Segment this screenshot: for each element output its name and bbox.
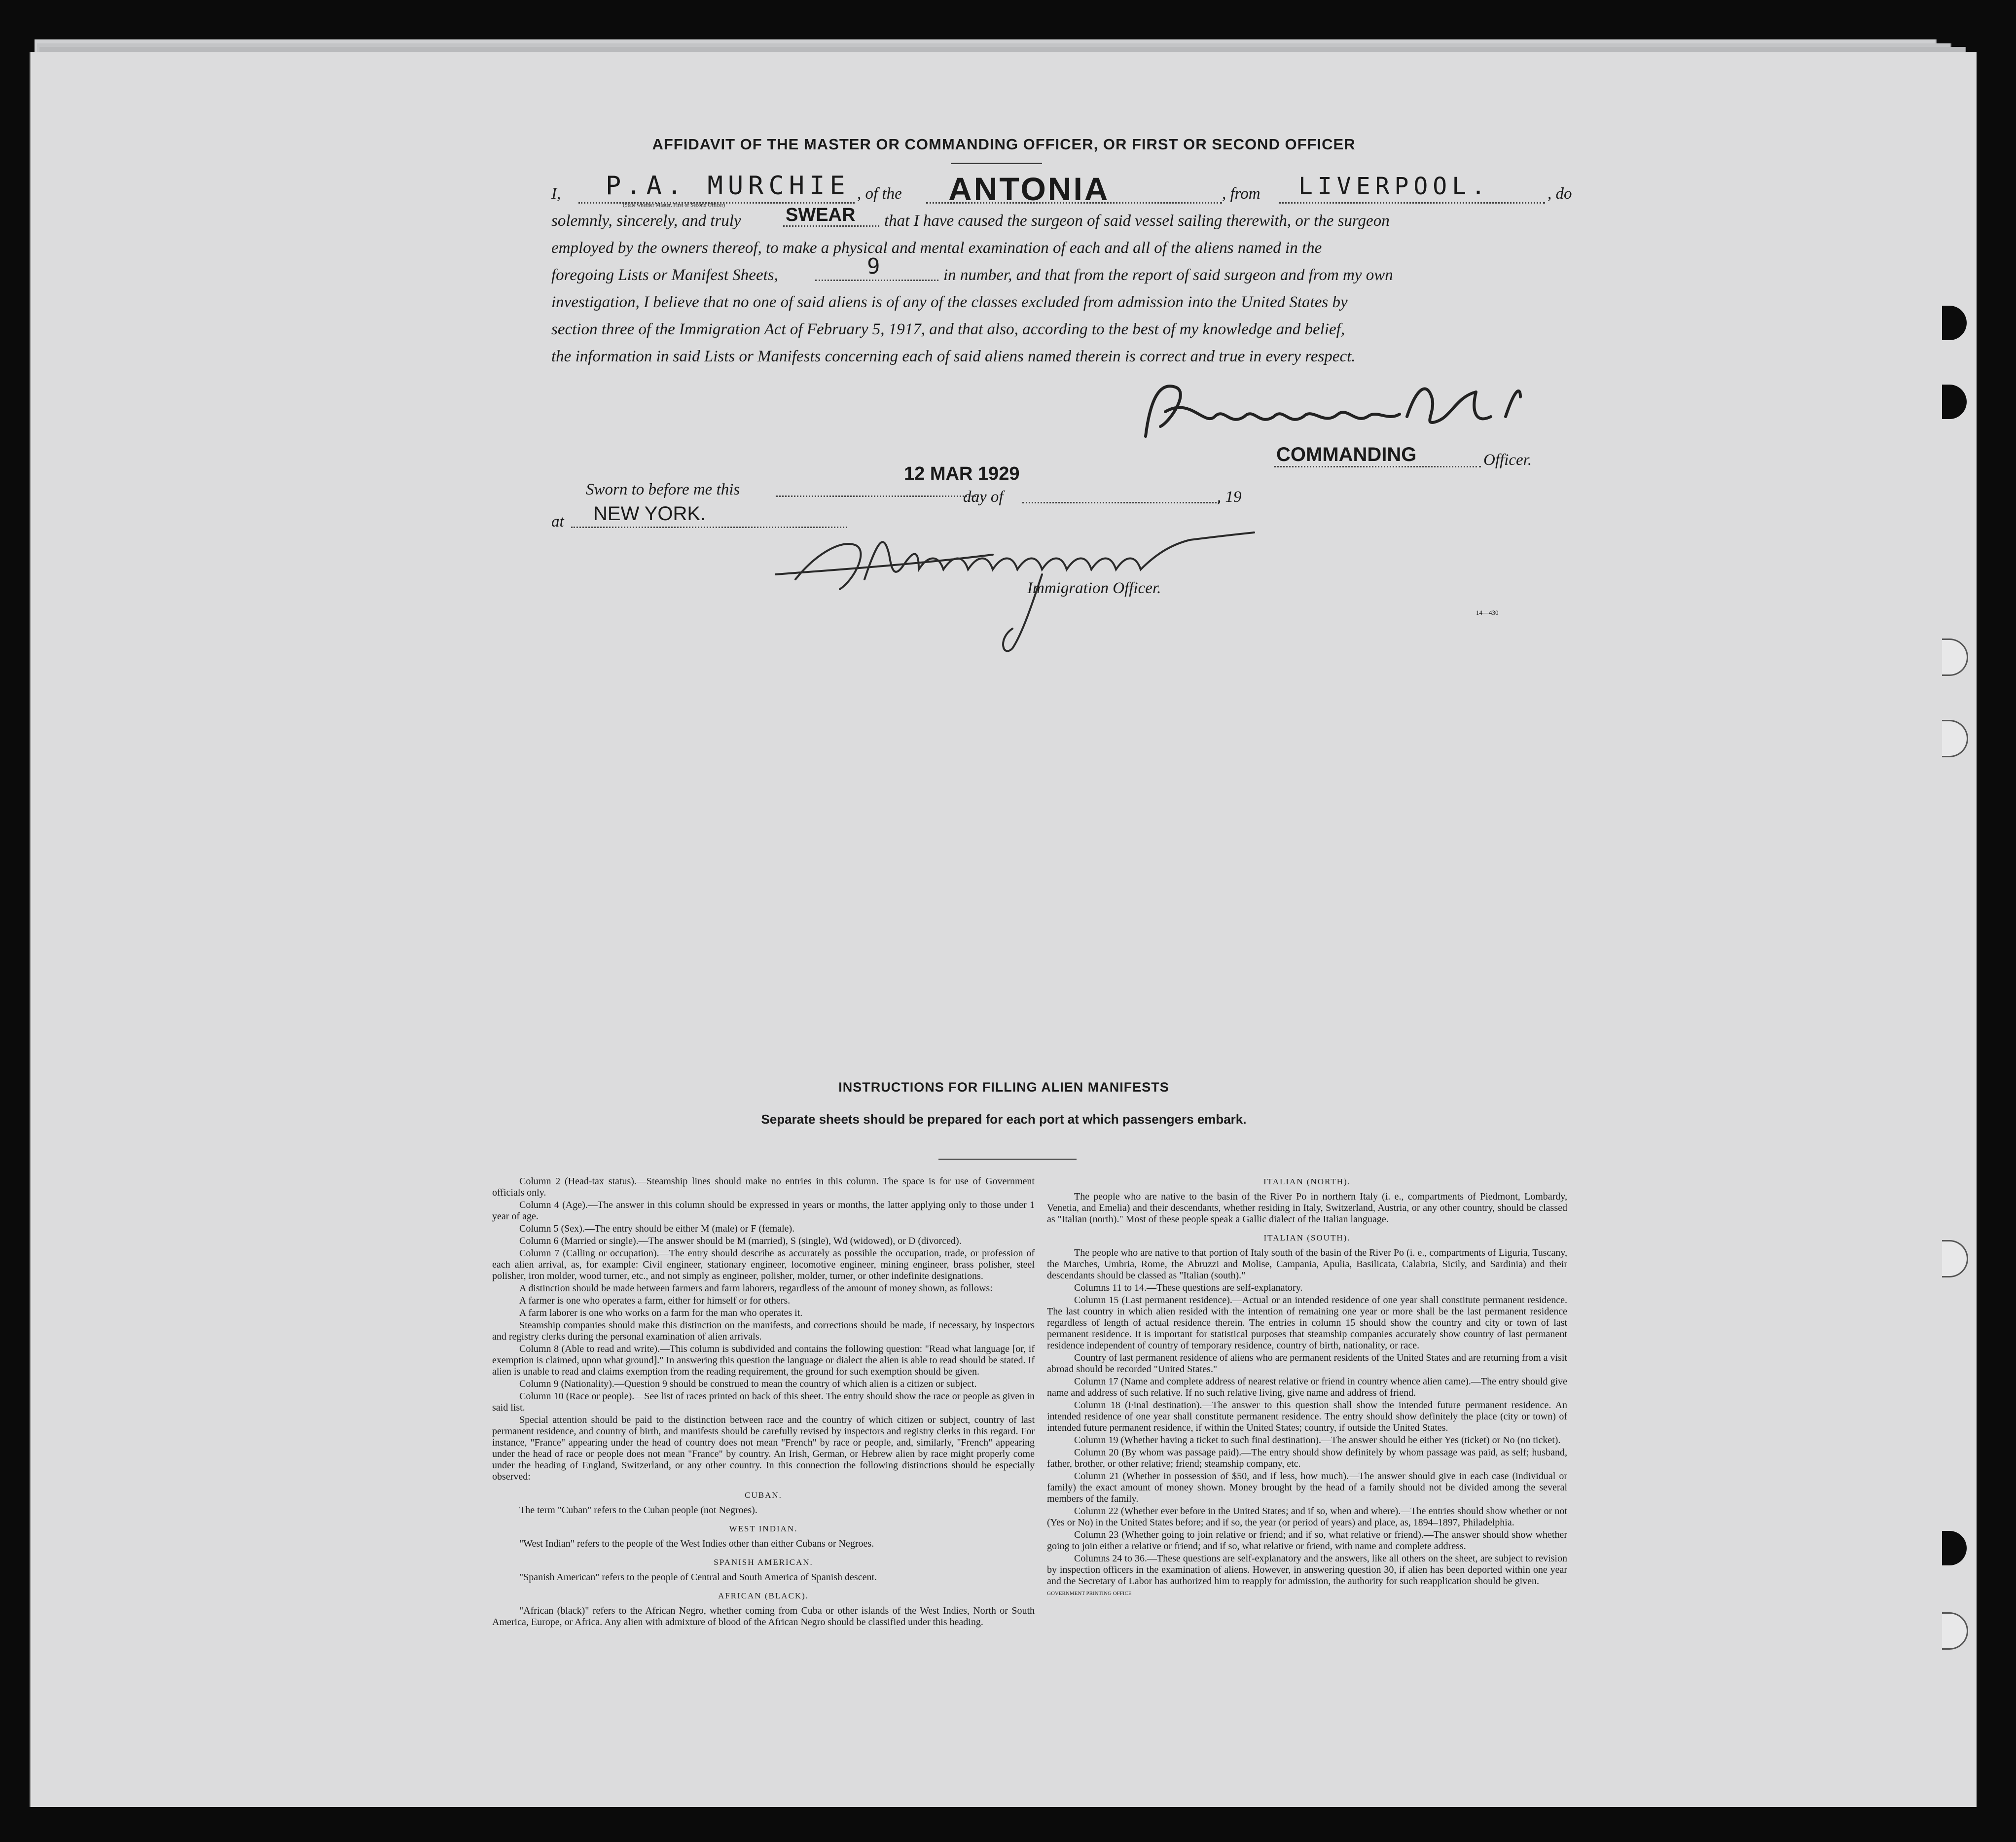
instruction-paragraph: Column 7 (Calling or occupation).—The entry should describe as accurately as possible the occupation, trade, or profession of each alien arrival, as, for example: Civil engineer, stationary engineer, locomotive engineer, mining engineer, brass polisher, steel polisher, iron molder, wood turner, etc., and not simply as engineer, polisher, molder, turner, or other indefinite designations. (492, 1248, 1035, 1281)
instruction-paragraph: Column 23 (Whether going to join relative or friend; and if so, what relative or friend).—The answer should show whether going to join either a relative or friend; and if so, what relative or friend, with name and complete address. (1047, 1529, 1567, 1552)
section-heading: ITALIAN (NORTH). (1263, 1177, 1351, 1186)
day-of-label: day of (963, 488, 1004, 506)
instruction-paragraph: A farmer is one who operates a farm, either for himself or for others. (519, 1295, 791, 1306)
instructions-title: INSTRUCTIONS FOR FILLING ALIEN MANIFESTS (838, 1080, 1169, 1095)
i-label: I, (551, 185, 561, 203)
instructions-rule (938, 1159, 1077, 1160)
sheets-count: 9 (867, 254, 885, 279)
instruction-paragraph: Column 22 (Whether ever before in the United States; and if so, when and where).—The entries should show whether or not (Yes or No) in the United States before; and if so, the year (or period of years) and place, as, 1894–1897, Philadelphia. (1047, 1506, 1567, 1528)
instruction-paragraph: Country of last permanent residence of aliens who are permanent residents of the United States and are returning from a visit abroad should be recorded "United States." (1047, 1352, 1567, 1375)
place-stamp: NEW YORK. (593, 503, 706, 525)
instruction-paragraph: Column 4 (Age).—The answer in this column should be expressed in years or months, the latter applying only to those under 1 year of age. (492, 1200, 1035, 1222)
instruction-paragraph: "African (black)" refers to the African Negro, whether coming from Cuba or other islands of the West Indies, North or South America, Europe, or Africa. Any alien with admixture of blood of the African Negro should be classified under this heading. (492, 1605, 1035, 1628)
affidavit-title: AFFIDAVIT OF THE MASTER OR COMMANDING OFFICER, OR FIRST OR SECOND OFFICER (652, 136, 1356, 153)
at-label: at (551, 513, 564, 531)
instruction-paragraph: A farm laborer is one who works on a farm for the man who operates it. (519, 1308, 803, 1318)
sworn-label: Sworn to before me this (586, 481, 740, 498)
rank-stamp: COMMANDING (1276, 444, 1417, 465)
instruction-paragraph: The people who are native to that portion of Italy south of the basin of the River Po (i. e., compartments of Liguria, Tuscany, the Marches, Umbria, Rome, the Abruzzi and Molise, Campania, Apulia, Basilicata, Calabria, Sicily, and Sardinia) and their descendants should be classed as "Italian (south)." (1047, 1247, 1567, 1281)
instruction-paragraph: Column 9 (Nationality).—Question 9 should be construed to mean the country of which alien is a citizen or subject. (519, 1379, 977, 1389)
affidavit-line-7: the information in said Lists or Manifests concerning each of said aliens named therein is correct and true in every respect. (551, 348, 1356, 365)
instruction-paragraph: Steamship companies should make this distinction on the manifests, and corrections should be made, if necessary, by inspectors and registry clerks during the personal examination of alien arrivals. (492, 1320, 1035, 1342)
instruction-paragraph: Special attention should be paid to the distinction between race and the country of which citizen or subject, country of last permanent residence, and country of birth, and manifests should be carefully revised by inspectors and registry clerks in this regard. For instance, "France" appearing under the head of country does not mean "French" by race or people, and, similarly, "French" appearing under the head of race or people does not mean "France" by country. An Irish, German, or Hebrew alien by race might properly come under the heading of England, Switzerland, or any other country. In this connection the following distinctions should be especially observed: (492, 1415, 1035, 1482)
title-rule (951, 163, 1042, 164)
instruction-paragraph: Column 19 (Whether having a ticket to such final destination).—The answer should be either Yes (ticket) or No (no ticket). (1074, 1435, 1561, 1446)
instruction-paragraph: Columns 11 to 14.—These questions are self-explanatory. (1074, 1282, 1303, 1293)
instruction-paragraph: Column 17 (Name and complete address of nearest relative or friend in country whence alien came).—The entry should give name and address of such relative. If no such relative living, give name and address of friend. (1047, 1376, 1567, 1398)
form-number: 14—430 (1476, 609, 1499, 616)
instruction-paragraph: Columns 24 to 36.—These questions are self-explanatory and the answers, like all others on the sheet, are subject to revision by inspection officers in the examination of aliens. However, in answering question 30, if alien has been deported within one year and the Secretary of Labor has authorized him to reapply for admission, the authority for such reapplication should be given. (1047, 1553, 1567, 1587)
instruction-paragraph: Column 20 (By whom was passage paid).—The entry should show definitely by whom passage was paid, as self; husband, father, brother, or other relative; friend; steamship company, etc. (1047, 1447, 1567, 1469)
affidavit-line-6: section three of the Immigration Act of February 5, 1917, and that also, according to the best of my knowledge and belief, (551, 320, 1345, 338)
master-signature (1131, 367, 1565, 451)
instruction-paragraph: Column 5 (Sex).—The entry should be either M (male) or F (female). (519, 1223, 795, 1234)
instruction-paragraph: The people who are native to the basin of the River Po in northern Italy (i. e., compartments of Piedmont, Lombardy, Venetia, and Emelia) and their descendants, whether residing in Italy, Switzerland, Austria, or any other country, should be classed as "Italian (north)." Most of these people speak a Gallic dialect of the Italian language. (1047, 1191, 1567, 1225)
year-prefix: , 19 (1217, 488, 1242, 506)
affidavit-line-4a: foregoing Lists or Manifest Sheets, (551, 266, 778, 284)
affidavit-line-2b: that I have caused the surgeon of said vessel sailing therewith, or the surgeon (884, 212, 1390, 230)
immigration-officer-label: Immigration Officer. (1027, 579, 1161, 597)
port-name: LIVERPOOL. (1298, 173, 1490, 200)
affidavit-line-3: employed by the owners thereof, to make a physical and mental examination of each and all of the aliens named in the (551, 239, 1322, 257)
master-name: P.A. MURCHIE (606, 171, 850, 201)
binder-hole-icon (1942, 720, 1968, 757)
date-stamp: 12 MAR 1929 (904, 463, 1020, 484)
instruction-paragraph: Column 10 (Race or people).—See list of races printed on back of this sheet. The entry should show the race or people as given in said list. (492, 1391, 1035, 1413)
section-heading: WEST INDIAN. (729, 1524, 798, 1533)
immigration-officer-signature (766, 525, 1264, 663)
affidavit-line-4b: in number, and that from the report of said surgeon and from my own (943, 266, 1393, 284)
of-the-label: , of the (857, 185, 902, 203)
instruction-paragraph: Column 18 (Final destination).—The answer to this question shall show the intended future permanent residence. An intended residence of one year shall constitute permanent residence. The entry should show definitely the place (city or town) of intended future permanent residence, if within the United States; country, if outside the United States. (1047, 1400, 1567, 1433)
vessel-name: ANTONIA (948, 171, 1110, 207)
instruction-paragraph: Column 21 (Whether in possession of $50, and if less, how much).—The answer should give in each case (individual or family) the exact amount of money shown. Money brought by the head of a family should not be divided among the several members of the family. (1047, 1471, 1567, 1504)
binder-hole-icon (1942, 1240, 1968, 1277)
instruction-paragraph: Column 8 (Able to read and write).—This column is subdivided and contains the following question: "Read what language [or, if exemption is claimed, upon what ground]." In answering this question the language or dialect the alien is able to read should be stated. If alien is unable to read and claims exemption from the reading requirement, the ground for such exemption should be given. (492, 1344, 1035, 1377)
swear-field (783, 211, 879, 227)
instruction-paragraph: "West Indian" refers to the people of the West Indies other than either Cubans or Negroes. (519, 1538, 874, 1549)
binder-hole-icon (1942, 1531, 1967, 1565)
instruction-paragraph: The term "Cuban" refers to the Cuban people (not Negroes). (519, 1505, 757, 1516)
section-heading: AFRICAN (BLACK). (718, 1591, 809, 1600)
section-heading: CUBAN. (745, 1490, 782, 1500)
section-heading: ITALIAN (SOUTH). (1263, 1233, 1351, 1242)
instructions-subtitle: Separate sheets should be prepared for each port at which passengers embark. (761, 1112, 1247, 1127)
printer-imprint: GOVERNMENT PRINTING OFFICE (1047, 1591, 1132, 1596)
officer-label: Officer. (1483, 451, 1532, 469)
instructions-left-column (492, 1176, 1035, 1629)
from-label: , from (1222, 185, 1260, 203)
instruction-paragraph: Column 15 (Last permanent residence).—Actual or an intended residence of one year shall constitute permanent residence. The last country in which alien resided with the intention of remaining one year or more shall be the last permanent residence regardless of length of actual residence therein. The entries in column 15 should show the country and city or town of last permanent residence. It is important for statistical purposes that steamship companies accurately show country of last permanent residence independent of country of temporary residence, country of birth, nationality, or race. (1047, 1295, 1567, 1351)
affidavit-line-5: investigation, I believe that no one of said aliens is of any of the classes excluded from admission into the United States by (551, 293, 1348, 311)
manifest-page (30, 52, 1977, 1807)
state-note: (State whether Master, First or Second Officer) (623, 202, 725, 208)
section-heading: SPANISH AMERICAN. (714, 1558, 813, 1567)
instruction-paragraph: A distinction should be made between farmers and farm laborers, regardless of the amount of money shown, as follows: (519, 1283, 993, 1294)
do-label: , do (1548, 185, 1572, 203)
swear-stamp: SWEAR (786, 205, 856, 225)
binder-hole-icon (1942, 638, 1968, 676)
instruction-paragraph: Column 6 (Married or single).—The answer should be M (married), S (single), Wd (widowed), or D (divorced). (519, 1236, 962, 1246)
binder-hole-icon (1942, 1612, 1968, 1650)
affidavit-line-2a: solemnly, sincerely, and truly (551, 212, 741, 230)
binder-hole-icon (1942, 385, 1967, 419)
month-field (1022, 488, 1220, 503)
instruction-paragraph: "Spanish American" refers to the people of Central and South America of Spanish descent. (519, 1572, 877, 1583)
binder-hole-icon (1942, 306, 1967, 340)
instruction-paragraph: Column 2 (Head-tax status).—Steamship lines should make no entries in this column. The space is for use of Government officials only. (492, 1176, 1035, 1198)
instructions-right-column (1047, 1176, 1567, 1599)
